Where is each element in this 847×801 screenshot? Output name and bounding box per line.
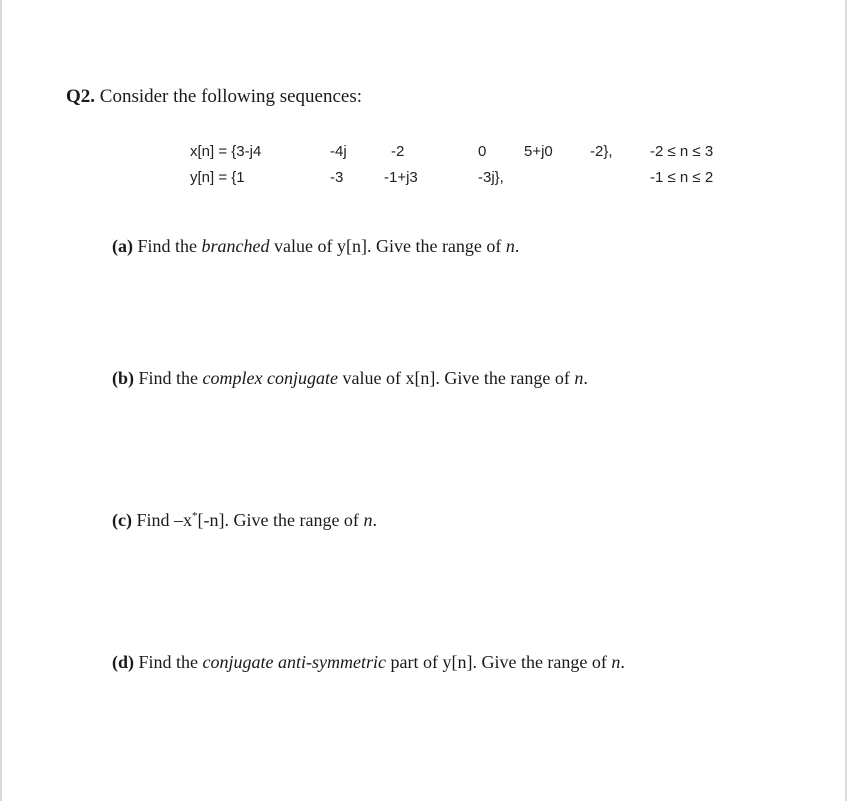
- x-value-3: 0: [478, 143, 487, 160]
- part-b-post: value of x[n]. Give the range of: [342, 368, 570, 388]
- part-c-end: .: [372, 510, 377, 530]
- page-border-left: [0, 0, 2, 801]
- y-value-3: -3j},: [478, 169, 504, 186]
- part-a: [112, 236, 519, 257]
- y-value-2: -1+j3: [384, 169, 418, 186]
- question-number: Q2.: [66, 86, 96, 107]
- question-title: [66, 86, 362, 108]
- part-c: [112, 510, 377, 531]
- part-b-pre: Find the: [138, 368, 199, 388]
- part-c-post: [-n]. Give the range of: [197, 510, 359, 530]
- part-c-sup: *: [192, 510, 198, 522]
- part-c-pre: Find –x: [136, 510, 192, 530]
- x-value-2: -2: [391, 143, 405, 160]
- part-b-end: .: [583, 368, 588, 388]
- x-value-4: 5+j0: [524, 143, 553, 160]
- question-text: Consider the following sequences:: [99, 86, 363, 107]
- part-a-term: branched: [201, 236, 270, 256]
- part-d-end: .: [620, 652, 625, 672]
- y-range: -1 ≤ n ≤ 2: [650, 169, 714, 186]
- part-a-end: .: [514, 236, 520, 256]
- part-d: [112, 652, 625, 673]
- x-value-5: -2},: [590, 143, 613, 160]
- part-d-label: (d): [112, 652, 134, 672]
- x-sequence-label: x[n] = {3-j4: [190, 143, 262, 160]
- part-a-post: value of y[n]. Give the range of: [274, 236, 502, 256]
- part-a-pre: Find the: [137, 236, 198, 256]
- part-b: [112, 368, 588, 389]
- part-a-var: n: [505, 236, 515, 256]
- x-value-1: -4j: [330, 143, 347, 160]
- part-c-var: n: [363, 510, 373, 530]
- part-a-label: (a): [112, 236, 133, 256]
- part-b-var: n: [574, 368, 584, 388]
- y-value-1: -3: [330, 169, 344, 186]
- part-d-var: n: [611, 652, 621, 672]
- y-sequence-label: y[n] = {1: [190, 169, 245, 186]
- part-c-label: (c): [112, 510, 132, 530]
- part-b-label: (b): [112, 368, 134, 388]
- part-d-pre: Find the: [138, 652, 199, 672]
- part-d-term: conjugate anti-symmetric: [202, 652, 386, 672]
- part-d-post: part of y[n]. Give the range of: [390, 652, 607, 672]
- x-range: -2 ≤ n ≤ 3: [650, 143, 714, 160]
- part-b-term: complex conjugate: [202, 368, 338, 388]
